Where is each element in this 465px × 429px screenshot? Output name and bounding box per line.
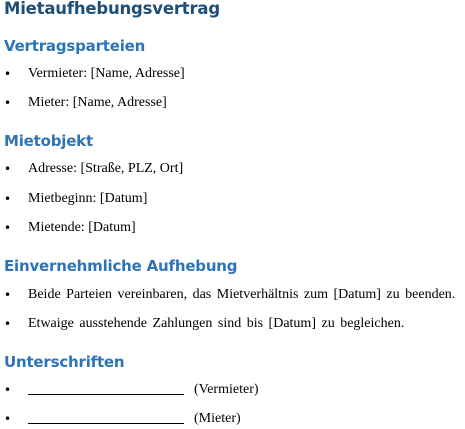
signature-label-vermieter: (Vermieter) [194,382,259,397]
bullet-icon: • [4,412,12,426]
section-heading-mietobjekt: Mietobjekt [4,132,93,150]
bullet-icon: • [4,221,12,235]
bullet-icon: • [4,67,12,81]
list-item-text: Mieter: [Name, Adresse] [28,95,167,110]
section-heading-einvernehmliche-aufhebung: Einvernehmliche Aufhebung [4,257,238,275]
list-item-text: Etwaige ausstehende Zahlungen sind bis [Datum] zu begleichen. [28,316,405,331]
bullet-icon: • [4,383,12,397]
bullet-icon: • [4,288,12,302]
section-heading-unterschriften: Unterschriften [4,353,125,371]
document-title: Mietaufhebungsvertrag [4,0,220,18]
signature-label-mieter: (Mieter) [194,411,241,426]
list-item-text: Adresse: [Straße, PLZ, Ort] [28,161,184,176]
list-item-text: Mietbeginn: [Datum] [28,191,148,206]
section-heading-vertragsparteien: Vertragsparteien [4,37,146,55]
signature-line [28,423,184,424]
bullet-icon: • [4,96,12,110]
bullet-icon: • [4,162,12,176]
list-item-text: Vermieter: [Name, Adresse] [28,66,185,81]
bullet-icon: • [4,317,12,331]
list-item-text: Beide Parteien vereinbaren, das Mietverhältnis zum [Datum] zu beenden. [28,287,456,302]
bullet-icon: • [4,192,12,206]
list-item-text: Mietende: [Datum] [28,220,136,235]
signature-line [28,394,184,395]
